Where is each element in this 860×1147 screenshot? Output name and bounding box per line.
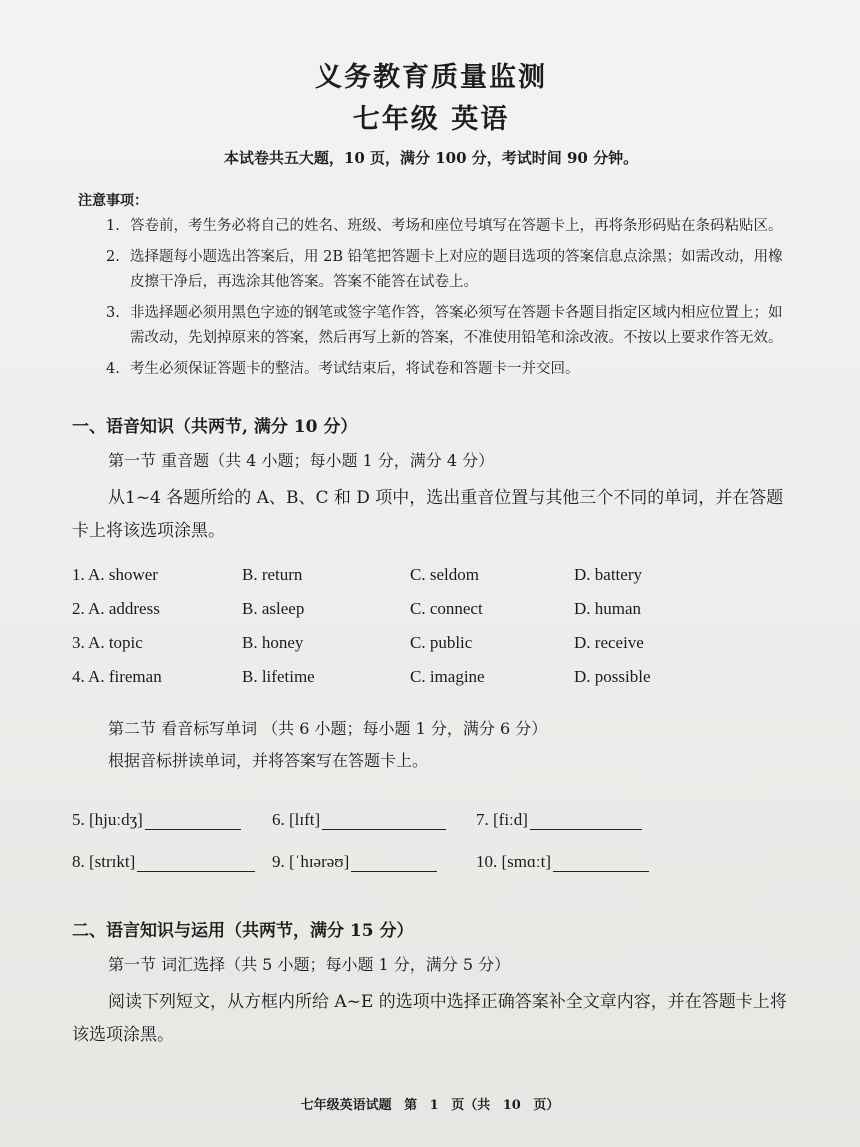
notice-item [72, 214, 790, 239]
section1-part2-instruction: 根据音标拼读单词，并将答案写在答题卡上。 [108, 751, 429, 770]
option-c: C. imagine [410, 667, 485, 686]
phonetic-label: 10. [smɑːt] [476, 852, 551, 871]
section2-part1-title: 第一节 词汇选择（共 5 小题；每小题 1 分，满分 5 分） [108, 955, 511, 974]
phonetic-item [72, 852, 272, 872]
notice-heading: 注意事项： [78, 193, 148, 209]
answer-blank [145, 811, 241, 830]
answer-blank [322, 811, 446, 830]
option-d: D. receive [574, 633, 644, 652]
section1-part1-title: 第一节 重音题（共 4 小题；每小题 1 分，满分 4 分） [108, 451, 495, 470]
option-b: B. return [242, 565, 303, 584]
option-c: C. seldom [410, 565, 479, 584]
answer-blank [351, 853, 437, 872]
notice-text: 考生必须保证答题卡的整洁。考试结束后，将试卷和答题卡一并交回。 [130, 361, 580, 377]
phonetic-item [476, 810, 642, 830]
section1-part1-instruction: 从1~4 各题所给的 A、B、C 和 D 项中，选出重音位置与其他三个不同的单词，并在答题卡上将该选项涂黑。 [72, 488, 784, 541]
exam-title: 义务教育质量监测 [315, 62, 547, 93]
option-c: C. public [410, 633, 473, 652]
question-row [72, 626, 790, 660]
answer-blank [530, 811, 642, 830]
notice-number: 3. [106, 305, 120, 321]
phonetic-label: 5. [hjuːdʒ] [72, 810, 143, 829]
stress-questions [72, 558, 790, 694]
option-b: B. asleep [242, 599, 305, 618]
notice-item [72, 245, 790, 295]
phonetic-label: 7. [fiːd] [476, 810, 528, 829]
notice-item [72, 357, 790, 382]
answer-blank [137, 853, 255, 872]
section1-heading: 一、语音知识（共两节, 满分 10 分） [72, 417, 358, 437]
phonetic-item [476, 852, 649, 872]
notice-list [72, 214, 790, 382]
section2-part1-instruction: 阅读下列短文，从方框内所给 A~E 的选项中选择正确答案补全文章内容，并在答题卡上将该选项涂黑。 [72, 992, 787, 1045]
option-b: B. honey [242, 633, 304, 652]
notice-number: 1. [106, 218, 120, 234]
question-row [72, 558, 790, 592]
question-row [72, 592, 790, 626]
notice-number: 4. [106, 361, 120, 377]
option-a: 1. A. shower [72, 565, 158, 584]
phonetic-row [72, 794, 790, 830]
phonetic-label: 6. [lɪft] [272, 810, 321, 829]
notice-text: 答卷前，考生务必将自己的姓名、班级、考场和座位号填写在答题卡上，再将条形码贴在条码粘贴区。 [130, 218, 783, 234]
phonetic-row [72, 836, 790, 872]
notice-item [72, 301, 790, 351]
phonetic-label: 9. [ˈhɪərəʊ] [272, 852, 350, 871]
option-d: D. battery [574, 565, 642, 584]
option-b: B. lifetime [242, 667, 315, 686]
exam-summary: 本试卷共五大题，10 页，满分 100 分，考试时间 90 分钟。 [223, 149, 639, 167]
phonetic-label: 8. [strɪkt] [72, 852, 136, 871]
phonetic-item [72, 810, 272, 830]
option-c: C. connect [410, 599, 483, 618]
option-a: 4. A. fireman [72, 667, 162, 686]
exam-subject: 七年级 英语 [352, 104, 510, 135]
phonetic-item [272, 852, 476, 872]
page-footer: 七年级英语试题 第 1 页（共 10 页） [300, 1098, 560, 1113]
section2-heading: 二、语言知识与运用（共两节，满分 15 分） [72, 921, 414, 941]
option-d: D. possible [574, 667, 651, 686]
notice-text: 选择题每小题选出答案后，用 2B 铅笔把答题卡上对应的题目选项的答案信息点涂黑；如需改动，用橡皮擦干净后，再选涂其他答案。答案不能答在试卷上。 [130, 249, 783, 290]
answer-blank [553, 853, 649, 872]
phonetic-questions [72, 794, 790, 872]
option-a: 3. A. topic [72, 633, 143, 652]
option-d: D. human [574, 599, 642, 618]
notice-number: 2. [106, 249, 120, 265]
phonetic-item [272, 810, 476, 830]
section1-part2-title: 第二节 看音标写单词 （共 6 小题；每小题 1 分，满分 6 分） [108, 719, 548, 738]
option-a: 2. A. address [72, 599, 160, 618]
question-row [72, 660, 790, 694]
notice-text: 非选择题必须用黑色字迹的钢笔或签字笔作答，答案必须写在答题卡各题目指定区域内相应位置上；如需改动，先划掉原来的答案，然后再写上新的答案，不准使用铅笔和涂改液。不按以上要求作答无效。 [130, 305, 783, 346]
